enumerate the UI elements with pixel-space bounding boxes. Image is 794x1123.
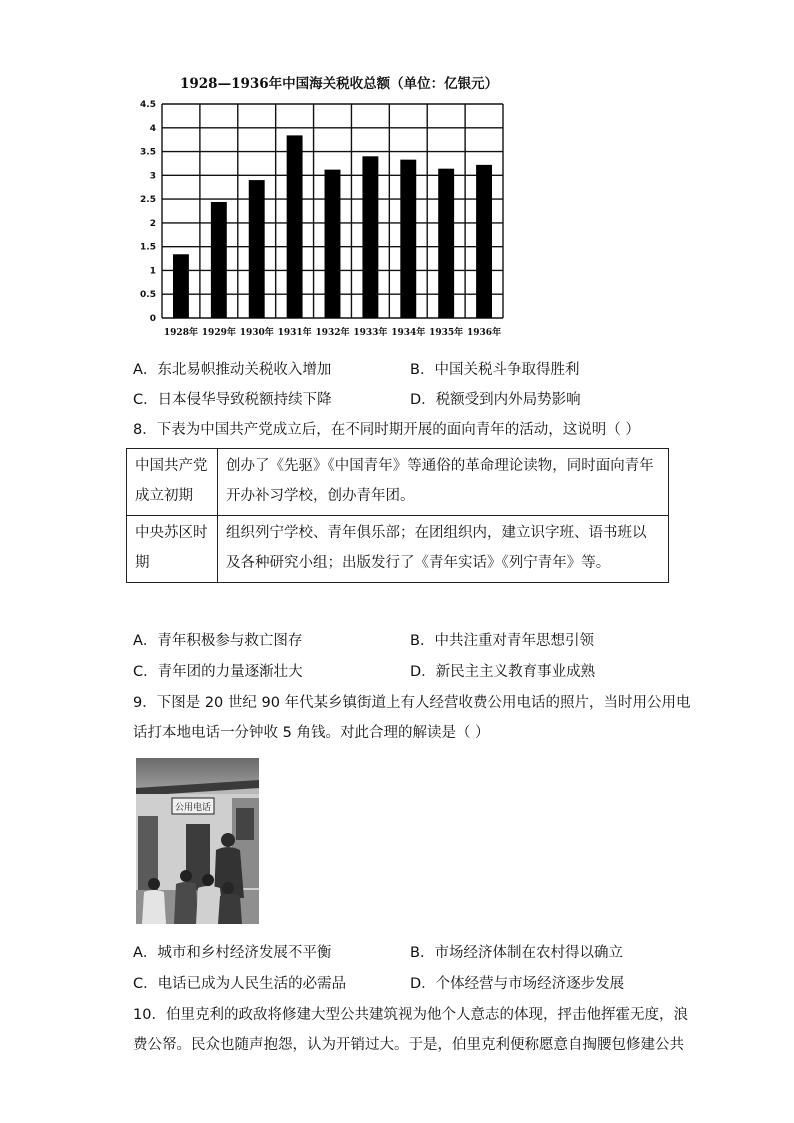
bar <box>325 170 341 318</box>
table-cell-content: 组织列宁学校、青年俱乐部；在团组织内，建立识字班、语书班以及各种研究小组；出版发行了《青年实话》《列宁青年》等。 <box>218 516 669 583</box>
y-tick-label: 4.5 <box>140 100 156 110</box>
q10-line2: 费公帑。民众也随声抱怨，认为开销过大。于是，伯里克利便称愿意自掏腰包修建公共 <box>133 1037 684 1053</box>
table-cell-content: 创办了《先驱》《中国青年》等通俗的革命理论读物，同时面向青年开办补习学校，创办青年团。 <box>218 449 669 516</box>
table-cell-period: 中国共产党成立初期 <box>127 449 218 516</box>
bar <box>287 135 303 318</box>
q8-table <box>126 448 669 583</box>
bar <box>400 160 416 318</box>
y-tick-label: 1.5 <box>140 242 156 253</box>
x-tick-label: 1930年 <box>239 328 274 338</box>
x-tick-label: 1936年 <box>467 328 502 338</box>
x-tick-label: 1934年 <box>391 328 426 338</box>
x-tick-label: 1931年 <box>277 328 312 338</box>
q10-line1: 10．伯里克利的政敌将修建大型公共建筑视为他个人意志的体现，抨击他挥霍无度，浪 <box>133 1007 688 1023</box>
q7-option-b[interactable]: B．中国关税斗争取得胜利 <box>410 362 580 378</box>
q9-option-a[interactable]: A．城市和乡村经济发展不平衡 <box>133 945 332 961</box>
q9-option-d[interactable]: D．个体经营与市场经济逐步发展 <box>410 976 625 992</box>
x-tick-label: 1928年 <box>163 328 198 338</box>
bar <box>362 156 378 318</box>
q9-option-c[interactable]: C．电话已成为人民生活的必需品 <box>133 976 347 992</box>
q7-option-a[interactable]: A．东北易帜推动关税收入增加 <box>133 362 332 378</box>
table-cell-period: 中央苏区时期 <box>127 516 218 583</box>
y-tick-label: 3 <box>149 171 156 182</box>
y-tick-label: 0.5 <box>140 290 156 301</box>
payphone-photo <box>136 758 259 924</box>
y-tick-label: 2 <box>149 218 156 229</box>
bar <box>173 254 189 318</box>
x-tick-label: 1935年 <box>429 328 464 338</box>
y-tick-label: 2.5 <box>140 195 156 206</box>
y-tick-label: 1 <box>149 266 156 277</box>
bar <box>211 202 227 318</box>
payphone-sign: 公用电话 <box>174 803 212 813</box>
q8-option-d[interactable]: D．新民主主义教育事业成熟 <box>410 664 596 680</box>
bar <box>476 165 492 318</box>
q7-option-d[interactable]: D．税额受到内外局势影响 <box>410 392 581 408</box>
q7-option-c[interactable]: C．日本侵华导致税额持续下降 <box>133 392 332 408</box>
chart-title: 1928—1936年中国海关税收总额（单位：亿银元） <box>180 76 499 92</box>
table-row <box>127 516 669 583</box>
table-row <box>127 449 669 516</box>
q9-stem-line2: 话打本地电话一分钟收 5 角钱。对此合理的解读是（ ） <box>133 725 490 741</box>
q8-option-c[interactable]: C．青年团的力量逐渐壮大 <box>133 664 303 680</box>
bar-chart <box>126 92 512 344</box>
x-tick-label: 1929年 <box>201 328 236 338</box>
q9-stem-line1: 9．下图是 20 世纪 90 年代某乡镇街道上有人经营收费公用电话的照片，当时用公用电 <box>133 695 691 711</box>
q8-option-b[interactable]: B．中共注重对青年思想引领 <box>410 633 594 649</box>
x-tick-label: 1933年 <box>353 328 388 338</box>
q9-option-b[interactable]: B．市场经济体制在农村得以确立 <box>410 945 623 961</box>
y-tick-label: 4 <box>149 123 156 134</box>
x-tick-label: 1932年 <box>315 328 350 338</box>
q8-stem: 8．下表为中国共产党成立后，在不同时期开展的面向青年的活动，这说明（ ） <box>133 422 640 438</box>
bar <box>438 169 454 318</box>
y-tick-label: 3.5 <box>140 147 156 158</box>
bar <box>249 180 265 318</box>
y-tick-label: 0 <box>149 314 156 324</box>
q8-option-a[interactable]: A．青年积极参与救亡图存 <box>133 633 303 649</box>
